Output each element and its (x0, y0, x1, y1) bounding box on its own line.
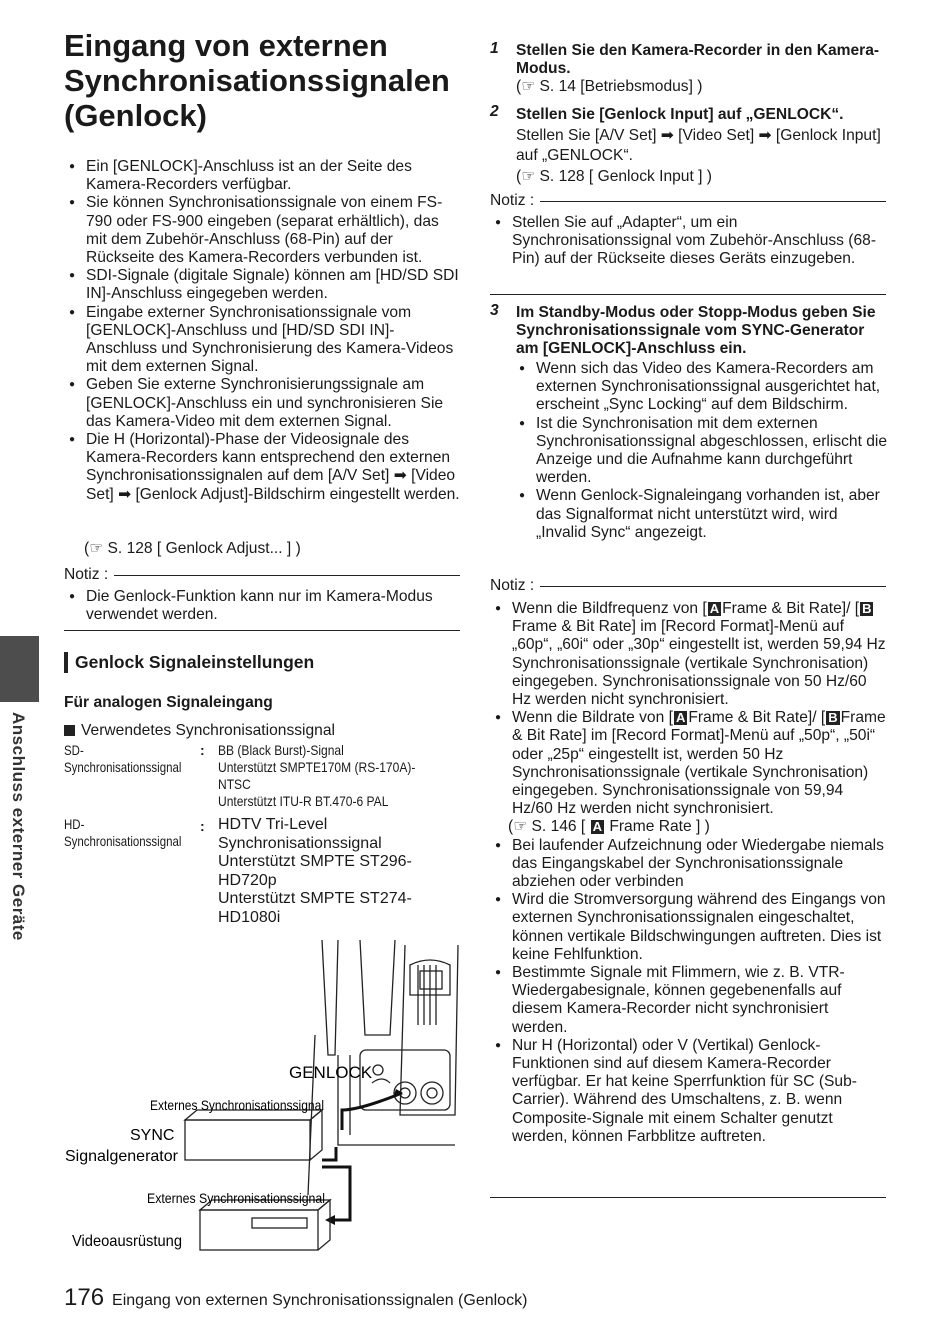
note-header (64, 566, 460, 584)
list-item: ● Bestimmte Signale mit Flimmern, wie z. B. VTR-Wiedergabesignale, können gegebenenfalls auf diesem Kamera-Recorder nicht synchronisiert werden. (490, 964, 888, 1037)
divider (540, 586, 886, 587)
hd-row (64, 816, 464, 926)
list-item: ● Ein [GENLOCK]-Anschluss ist an der Seite des Kamera-Recorders verfügbar. (64, 158, 460, 194)
divider (114, 575, 460, 576)
list-item: ● Geben Sie externe Synchronisierungssignale am [GENLOCK]-Anschluss ein und synchronisieren Sie das Kamera-Video mit dem externen Signal. (64, 376, 460, 431)
genlock-label: GENLOCK (289, 1063, 373, 1082)
sync-heading: Verwendetes Synchronisationssignal (64, 722, 335, 740)
intro-bullet-list (64, 158, 460, 504)
sync-label: SYNC (130, 1127, 175, 1144)
list-item: ● SDI-Signale (digitale Signale) können am [HD/SD SDI IN]-Anschluss eingegeben werden. (64, 267, 460, 303)
square-bullet-icon (64, 725, 75, 736)
step-number: 1 (490, 40, 499, 57)
page-number: 176 (64, 1284, 105, 1311)
note-list (64, 588, 460, 624)
title-line: Eingang von externen (64, 28, 388, 63)
sync-table (64, 742, 464, 926)
format-b-icon: B (862, 601, 872, 616)
ext-sync-label-2: Externes Synchronisationssignal (147, 1190, 325, 1206)
divider (490, 1197, 886, 1198)
step-instruction: Stellen Sie [Genlock Input] auf „GENLOCK“. (516, 106, 844, 123)
reference-link[interactable]: (☞ S. 146 [ A Frame Rate ] ) (508, 818, 710, 836)
list-item: ● Die H (Horizontal)-Phase der Videosignale des Kamera-Recorders kann entsprechend den externen Synchronisationssignalen auf dem [A/V Set] ➡ [Video Set] ➡ [Genlock Adjust]-Bildschirm eingestellt werden. (64, 431, 460, 504)
step-3-bullets (514, 360, 888, 542)
heading-bar (64, 652, 68, 673)
list-item: ● Wenn die Bildrate von [ A Frame & Bit Rate]/ [ B Frame & Bit Rate] im [Record Format]-Menü auf „50p“, „50i“ oder „25p“ eingestellt ist, werden 50 Hz Synchronisationssignale (vertikale Synchronisation) eingegeben. Synchronisationssignale von 59,94 Hz/60 Hz werden nicht synchronisiert. (☞ S. 146 [ A Frame Rate ] ) (490, 709, 888, 836)
note-list (490, 214, 886, 269)
hd-values: HDTV Tri-Level Synchronisationssignal Unterstützt SMPTE ST296- HD720p Unterstützt SMPTE ST274- HD1080i (218, 816, 412, 926)
subheading: Für analogen Signaleingang (64, 694, 273, 711)
note-header (490, 577, 886, 595)
list-item: ● Wenn sich das Video des Kamera-Recorders am externen Synchronisationssignal ausgerichtet hat, erscheint „Sync Locking“ auf dem Bildschirm. (514, 360, 888, 415)
video-equipment-label: Videoausrüstung (72, 1233, 182, 1250)
cable (322, 1093, 402, 1220)
note-list (490, 600, 888, 1146)
note-label: Notiz : (490, 192, 535, 209)
list-item: ● Ist die Synchronisation mit dem externen Synchronisationssignal abgeschlossen, erlischt die Anzeige und die Aufnahme kann durchgeführt werden. (514, 415, 888, 488)
list-item: ● Die Genlock-Funktion kann nur im Kamera-Modus verwendet werden. (64, 588, 460, 624)
reference-link[interactable]: (☞ S. 128 [ Genlock Adjust... ] ) (84, 540, 301, 557)
note-label: Notiz : (490, 577, 535, 594)
step-number: 3 (490, 302, 499, 319)
section-heading: Genlock Signaleinstellungen (64, 652, 314, 673)
title-line: (Genlock) (64, 98, 207, 133)
format-a-icon: A (709, 601, 720, 616)
list-item: ● Wenn die Bildfrequenz von [ A Frame & Bit Rate]/ [ BFrame & Bit Rate] im [Record Format]-Menü auf „60p“, „60i“ oder „30p“ eingestellt ist, werden 59,94 Hz Synchronisationssignale (vertikale Synchronisation) eingegeben. Synchronisationssignale von 50 Hz/60 Hz werden nicht synchronisiert. (490, 600, 888, 709)
list-item: ● Sie können Synchronisationssignale von einem FS-790 oder FS-900 eingeben (separat erhältlich), das mit dem Zubehör-Anschluss (68-Pin) auf der Rückseite des Kamera-Recorders verbunden ist. (64, 194, 460, 267)
divider (64, 630, 460, 631)
list-item: ● Nur H (Horizontal) oder V (Vertikal) Genlock-Funktionen sind auf diesem Kamera-Recorder verfügbar. Er hat keine Sperrfunktion für SC (Sub-Carrier). Während des Umschaltens, z. B. wenn Composite-Signale mit einem Schalter genutzt werden, können Farbblitze auftreten. (490, 1037, 888, 1146)
reference-link[interactable]: (☞ S. 128 [ Genlock Input ] ) (516, 167, 712, 185)
divider (490, 294, 886, 295)
note-header (490, 192, 886, 210)
sd-label: SD- Synchronisationssignal (64, 742, 182, 775)
page-footer (64, 1284, 527, 1312)
colon: : (200, 818, 205, 834)
format-a-icon: A (592, 819, 602, 835)
list-item: ● Wird die Stromversorgung während des Eingangs von externen Synchronisationssignalen eingeschaltet, können vertikale Bildschwingungen auftreten. Dies ist keine Fehlfunktion. (490, 891, 888, 964)
reference-link[interactable]: (☞ S. 14 [Betriebsmodus] ) (516, 78, 703, 96)
step-instruction: Stellen Sie den Kamera-Recorder in den Kamera-Modus. (516, 42, 880, 78)
ext-sync-label-1: Externes Synchronisationssignal (150, 1097, 324, 1113)
chapter-tab-label: Anschluss externer Geräte (9, 712, 28, 941)
format-a-icon: A (675, 710, 686, 726)
format-b-icon: B (828, 710, 838, 726)
divider (540, 201, 886, 202)
list-item: ● Stellen Sie auf „Adapter“, um ein Synchronisationssignal vom Zubehör-Anschluss (68-Pin) auf der Rückseite dieses Geräts einzugeben. (490, 214, 886, 269)
list-item: ● Eingabe externer Synchronisationssignale vom [GENLOCK]-Anschluss und [HD/SD SDI IN]-Anschluss und Synchronisierung des Kamera-Videos mit dem externen Signal. (64, 304, 460, 377)
sd-row (64, 742, 464, 816)
title-line: Synchronisationssignalen (64, 63, 450, 98)
list-item: ● Wenn Genlock-Signaleingang vorhanden ist, aber das Signalformat nicht unterstützt wird, wird „Invalid Sync“ angezeigt. (514, 487, 888, 542)
footer-title: Eingang von externen Synchronisationssignalen (Genlock) (112, 1292, 528, 1309)
step-instruction: Im Standby-Modus oder Stopp-Modus geben Sie Synchronisationssignale vom SYNC-Generator am [GENLOCK]-Anschluss ein. (516, 304, 876, 358)
note-label: Notiz : (64, 566, 109, 583)
sync-generator-box (185, 1110, 322, 1160)
colon: : (200, 742, 205, 758)
signal-generator-label: Signalgenerator (65, 1148, 178, 1165)
video-equipment-box (200, 1200, 330, 1250)
page-title (64, 28, 464, 133)
chapter-tab-marker (0, 636, 39, 702)
list-item: ● Bei laufender Aufzeichnung oder Wiedergabe niemals das Eingangskabel der Synchronisationssignale abziehen oder verbinden (490, 837, 888, 892)
step-number: 2 (490, 103, 499, 120)
sd-values: BB (Black Burst)-Signal Unterstützt SMPTE170M (RS-170A)- NTSC Unterstützt ITU-R BT.470-6 PAL (218, 742, 416, 809)
genlock-diagram (60, 935, 460, 1265)
hd-label: HD- Synchronisationssignal (64, 816, 182, 849)
step-text: Stellen Sie [A/V Set] ➡ [Video Set] ➡ [Genlock Input] auf „GENLOCK“. (516, 126, 881, 164)
